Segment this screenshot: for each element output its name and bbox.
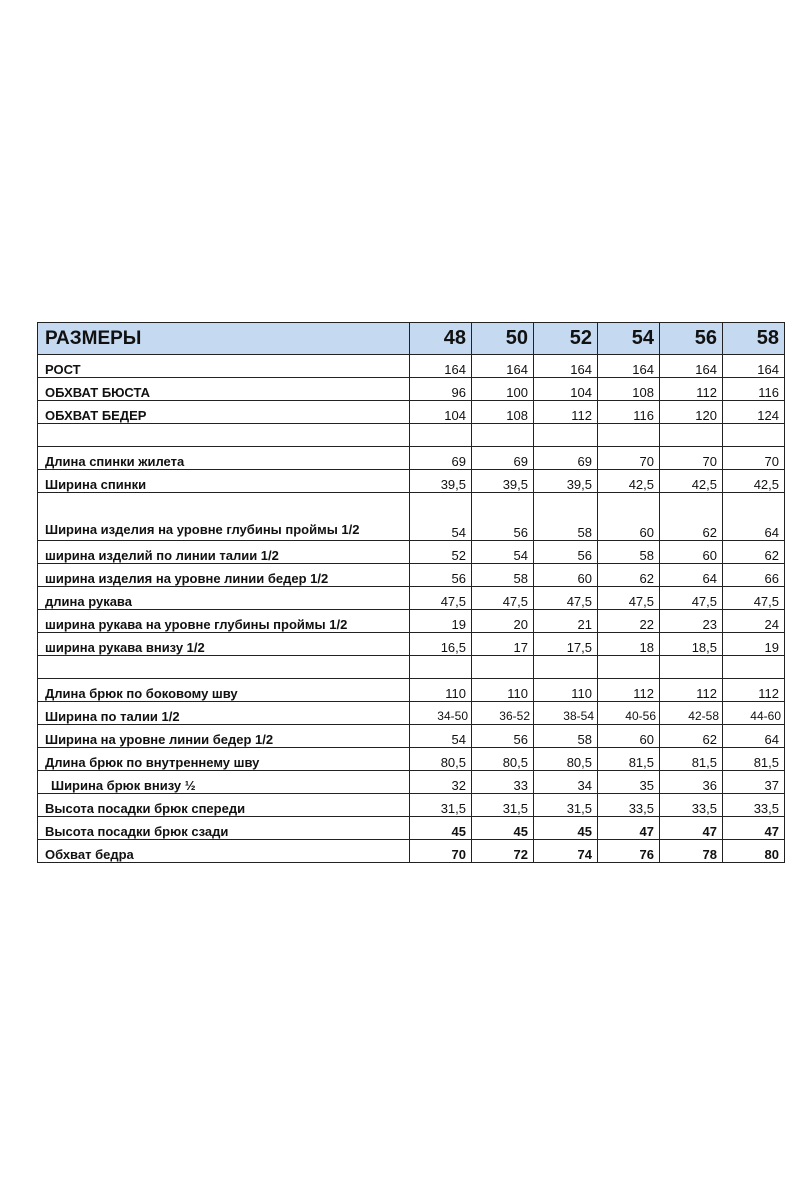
table-row <box>38 355 785 378</box>
cell-value: 21 <box>534 610 598 633</box>
cell-value: 70 <box>410 840 472 863</box>
cell-value: 47,5 <box>410 587 472 610</box>
cell-value: 104 <box>534 378 598 401</box>
table-row <box>38 378 785 401</box>
row-label: Ширина спинки <box>38 470 410 493</box>
cell-value: 45 <box>410 817 472 840</box>
cell-value: 47,5 <box>723 587 785 610</box>
cell-value <box>723 656 785 679</box>
row-label: ОБХВАТ БЮСТА <box>38 378 410 401</box>
cell-value: 16,5 <box>410 633 472 656</box>
cell-value: 33,5 <box>598 794 660 817</box>
cell-value: 164 <box>410 355 472 378</box>
cell-value: 74 <box>534 840 598 863</box>
cell-value: 110 <box>534 679 598 702</box>
blank-row <box>38 424 785 447</box>
cell-value: 47 <box>723 817 785 840</box>
row-label: Ширина изделия на уровне глубины проймы 1/2 <box>38 493 410 541</box>
size-header: 54 <box>598 323 660 355</box>
cell-value <box>410 656 472 679</box>
cell-value: 22 <box>598 610 660 633</box>
cell-value: 66 <box>723 564 785 587</box>
size-header: 58 <box>723 323 785 355</box>
cell-value: 81,5 <box>660 748 723 771</box>
row-label: ширина изделия на уровне линии бедер 1/2 <box>38 564 410 587</box>
cell-value: 37 <box>723 771 785 794</box>
cell-value: 81,5 <box>723 748 785 771</box>
header-row <box>38 323 785 355</box>
cell-value: 58 <box>534 725 598 748</box>
cell-value <box>723 424 785 447</box>
cell-value <box>410 424 472 447</box>
cell-value: 60 <box>598 725 660 748</box>
cell-value: 62 <box>660 493 723 541</box>
cell-value: 33,5 <box>660 794 723 817</box>
cell-value: 80 <box>723 840 785 863</box>
row-label: длина рукава <box>38 587 410 610</box>
table-row <box>38 610 785 633</box>
table-row <box>38 679 785 702</box>
cell-value: 81,5 <box>598 748 660 771</box>
cell-value: 120 <box>660 401 723 424</box>
cell-value <box>660 656 723 679</box>
cell-value: 19 <box>410 610 472 633</box>
cell-value: 72 <box>472 840 534 863</box>
table-row <box>38 493 785 541</box>
cell-value: 31,5 <box>534 794 598 817</box>
cell-value: 64 <box>723 725 785 748</box>
cell-value: 23 <box>660 610 723 633</box>
row-label: Длина брюк по внутреннему шву <box>38 748 410 771</box>
cell-value <box>472 656 534 679</box>
cell-value: 34-50 <box>410 702 472 725</box>
cell-value: 34 <box>534 771 598 794</box>
cell-value: 45 <box>472 817 534 840</box>
table-row <box>38 401 785 424</box>
cell-value: 62 <box>660 725 723 748</box>
cell-value: 35 <box>598 771 660 794</box>
row-label: Ширина на уровне линии бедер 1/2 <box>38 725 410 748</box>
cell-value: 31,5 <box>410 794 472 817</box>
cell-value: 80,5 <box>472 748 534 771</box>
cell-value: 42,5 <box>660 470 723 493</box>
cell-value: 60 <box>598 493 660 541</box>
table-row <box>38 725 785 748</box>
row-label: Длина спинки жилета <box>38 447 410 470</box>
table-row <box>38 564 785 587</box>
cell-value: 36 <box>660 771 723 794</box>
cell-value: 80,5 <box>534 748 598 771</box>
cell-value: 69 <box>534 447 598 470</box>
cell-value: 39,5 <box>410 470 472 493</box>
row-label: Ширина брюк внизу ½ <box>38 771 410 794</box>
row-label: Ширина по талии 1/2 <box>38 702 410 725</box>
cell-value: 70 <box>660 447 723 470</box>
cell-value: 108 <box>472 401 534 424</box>
row-label: Высота посадки брюк сзади <box>38 817 410 840</box>
cell-value: 19 <box>723 633 785 656</box>
cell-value: 76 <box>598 840 660 863</box>
cell-value: 60 <box>534 564 598 587</box>
cell-value: 62 <box>723 541 785 564</box>
cell-value: 17 <box>472 633 534 656</box>
table-row <box>38 840 785 863</box>
cell-value: 54 <box>410 725 472 748</box>
cell-value: 24 <box>723 610 785 633</box>
cell-value: 42,5 <box>598 470 660 493</box>
cell-value: 47,5 <box>598 587 660 610</box>
cell-value: 108 <box>598 378 660 401</box>
blank-row <box>38 656 785 679</box>
cell-value: 69 <box>472 447 534 470</box>
cell-value: 54 <box>472 541 534 564</box>
cell-value: 70 <box>598 447 660 470</box>
cell-value: 44-60 <box>723 702 785 725</box>
cell-value: 33,5 <box>723 794 785 817</box>
cell-value <box>472 424 534 447</box>
cell-value: 164 <box>660 355 723 378</box>
cell-value: 36-52 <box>472 702 534 725</box>
cell-value: 64 <box>660 564 723 587</box>
cell-value <box>598 424 660 447</box>
cell-value: 112 <box>723 679 785 702</box>
cell-value <box>534 656 598 679</box>
cell-value: 56 <box>534 541 598 564</box>
cell-value: 164 <box>598 355 660 378</box>
cell-value: 56 <box>472 725 534 748</box>
cell-value: 33 <box>472 771 534 794</box>
cell-value: 42,5 <box>723 470 785 493</box>
cell-value: 18 <box>598 633 660 656</box>
cell-value: 32 <box>410 771 472 794</box>
size-header: 48 <box>410 323 472 355</box>
cell-value: 80,5 <box>410 748 472 771</box>
cell-value: 20 <box>472 610 534 633</box>
cell-value: 62 <box>598 564 660 587</box>
cell-value: 60 <box>660 541 723 564</box>
cell-value: 70 <box>723 447 785 470</box>
cell-value: 38-54 <box>534 702 598 725</box>
cell-value: 78 <box>660 840 723 863</box>
cell-value: 42-58 <box>660 702 723 725</box>
table-row <box>38 771 785 794</box>
cell-value: 47,5 <box>472 587 534 610</box>
cell-value: 64 <box>723 493 785 541</box>
cell-value: 110 <box>410 679 472 702</box>
row-label <box>38 424 410 447</box>
cell-value: 112 <box>534 401 598 424</box>
cell-value: 58 <box>472 564 534 587</box>
size-header: 52 <box>534 323 598 355</box>
cell-value: 54 <box>410 493 472 541</box>
cell-value: 164 <box>534 355 598 378</box>
cell-value: 56 <box>472 493 534 541</box>
row-label: ОБХВАТ БЕДЕР <box>38 401 410 424</box>
size-header: 50 <box>472 323 534 355</box>
size-header: 56 <box>660 323 723 355</box>
row-label: Длина брюк по боковому шву <box>38 679 410 702</box>
table-row <box>38 587 785 610</box>
cell-value: 52 <box>410 541 472 564</box>
table-row <box>38 541 785 564</box>
cell-value: 39,5 <box>534 470 598 493</box>
cell-value <box>598 656 660 679</box>
cell-value: 104 <box>410 401 472 424</box>
cell-value: 112 <box>660 679 723 702</box>
cell-value: 58 <box>534 493 598 541</box>
cell-value <box>534 424 598 447</box>
cell-value: 17,5 <box>534 633 598 656</box>
cell-value: 124 <box>723 401 785 424</box>
cell-value: 100 <box>472 378 534 401</box>
table-row <box>38 633 785 656</box>
row-label: Высота посадки брюк спереди <box>38 794 410 817</box>
cell-value: 47 <box>660 817 723 840</box>
cell-value: 47 <box>598 817 660 840</box>
row-label <box>38 656 410 679</box>
cell-value: 112 <box>598 679 660 702</box>
cell-value: 116 <box>723 378 785 401</box>
size-chart-table <box>37 322 785 863</box>
header-label: РАЗМЕРЫ <box>38 323 410 355</box>
cell-value: 96 <box>410 378 472 401</box>
cell-value: 112 <box>660 378 723 401</box>
cell-value: 56 <box>410 564 472 587</box>
cell-value: 116 <box>598 401 660 424</box>
cell-value <box>660 424 723 447</box>
cell-value: 31,5 <box>472 794 534 817</box>
cell-value: 47,5 <box>534 587 598 610</box>
table-row <box>38 470 785 493</box>
table-row <box>38 702 785 725</box>
table-row <box>38 794 785 817</box>
cell-value: 47,5 <box>660 587 723 610</box>
row-label: ширина рукава на уровне глубины проймы 1/2 <box>38 610 410 633</box>
cell-value: 164 <box>472 355 534 378</box>
cell-value: 40-56 <box>598 702 660 725</box>
cell-value: 45 <box>534 817 598 840</box>
cell-value: 18,5 <box>660 633 723 656</box>
cell-value: 58 <box>598 541 660 564</box>
row-label: Обхват бедра <box>38 840 410 863</box>
row-label: ширина изделий по линии талии 1/2 <box>38 541 410 564</box>
cell-value: 110 <box>472 679 534 702</box>
cell-value: 39,5 <box>472 470 534 493</box>
row-label: ширина рукава внизу 1/2 <box>38 633 410 656</box>
table-row <box>38 748 785 771</box>
table-row <box>38 817 785 840</box>
table-row <box>38 447 785 470</box>
cell-value: 69 <box>410 447 472 470</box>
row-label: РОСТ <box>38 355 410 378</box>
cell-value: 164 <box>723 355 785 378</box>
